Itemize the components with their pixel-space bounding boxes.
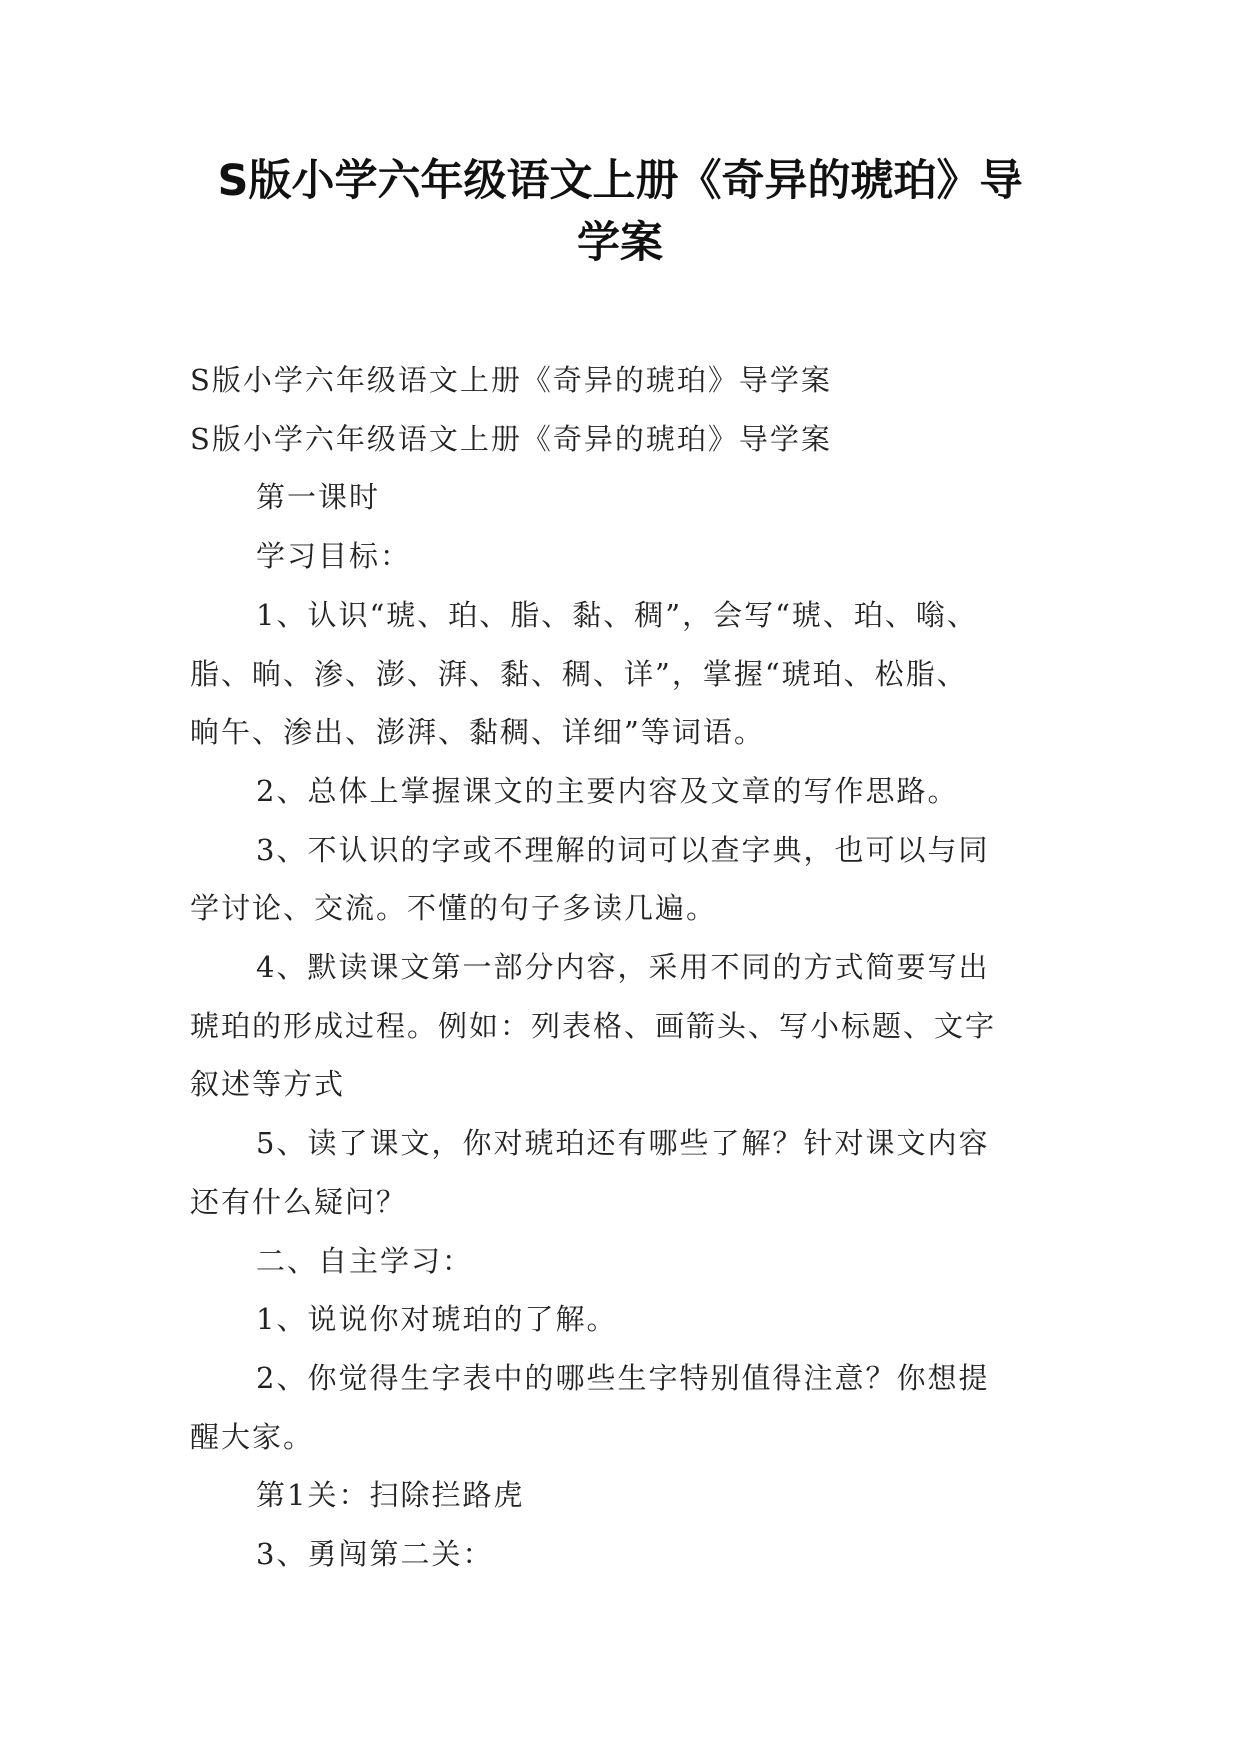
text-line: 2、总体上掌握课文的主要内容及文章的写作思路。 <box>256 773 959 808</box>
text-line: 醒大家。 <box>190 1419 315 1454</box>
text-line: 4、默读课文第一部分内容，采用不同的方式简要写出 <box>256 950 990 985</box>
text-line: 二、自主学习： <box>256 1243 474 1278</box>
text-line: 第1关：扫除拦路虎 <box>256 1478 525 1513</box>
text-line: 学讨论、交流。不懂的句子多读几遍。 <box>190 891 718 926</box>
text-line: 学习目标： <box>256 539 412 574</box>
title-line-1: S版小学六年级语文上册《奇异的琥珀》导 <box>217 156 1023 206</box>
document-title <box>150 150 1090 274</box>
text-line: S版小学六年级语文上册《奇异的琥珀》导学案 <box>190 363 832 397</box>
text-line: 2、你觉得生字表中的哪些生字特别值得注意？你想提 <box>256 1360 990 1395</box>
text-line: 3、勇闯第二关： <box>256 1537 494 1572</box>
title-line-2: 学案 <box>577 218 663 268</box>
text-line: 琥珀的形成过程。例如：列表格、画箭头、写小标题、文字 <box>190 1008 997 1043</box>
text-line: 晌午、渗出、澎湃、黏稠、详细”等词语。 <box>190 715 765 750</box>
text-line: 1、认识“琥、珀、脂、黏、稠”，会写“琥、珀、嗡、 <box>256 597 978 632</box>
text-line: 5、读了课文，你对琥珀还有哪些了解？针对课文内容 <box>256 1126 990 1161</box>
text-line: 1、说说你对琥珀的了解。 <box>256 1302 618 1337</box>
text-line: 第一课时 <box>256 480 381 515</box>
text-line: 叙述等方式 <box>190 1067 346 1102</box>
text-line: 脂、晌、渗、澎、湃、黏、稠、详”，掌握“琥珀、松脂、 <box>190 656 968 691</box>
text-line: 还有什么疑问？ <box>190 1184 408 1219</box>
document-body <box>190 351 1070 1584</box>
text-line: 3、不认识的字或不理解的词可以查字典，也可以与同 <box>256 832 990 867</box>
text-line: S版小学六年级语文上册《奇异的琥珀》导学案 <box>190 421 832 456</box>
